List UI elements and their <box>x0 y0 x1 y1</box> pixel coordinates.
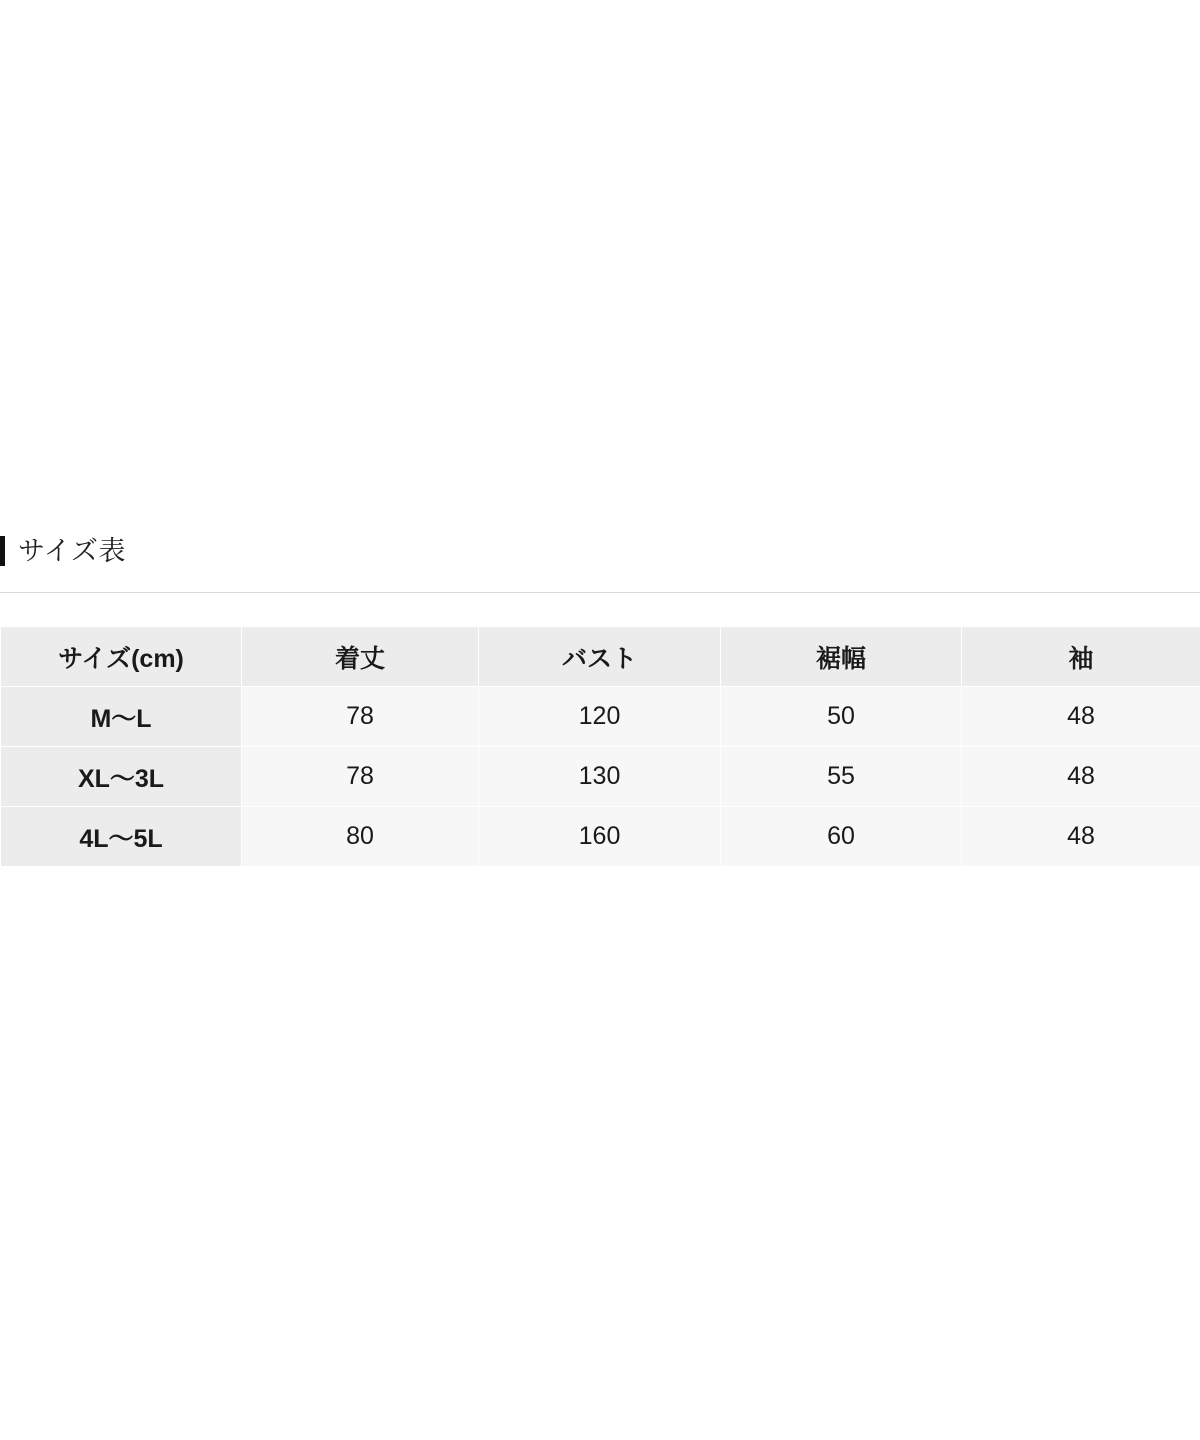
size-table <box>0 626 1200 867</box>
cell-sleeve: 48 <box>962 687 1200 747</box>
size-table-heading <box>0 528 1200 574</box>
column-header-length: 着丈 <box>242 627 479 687</box>
size-table-head <box>1 627 1200 687</box>
cell-length: 80 <box>242 807 479 867</box>
cell-length: 78 <box>242 747 479 807</box>
cell-sleeve: 48 <box>962 807 1200 867</box>
size-table-container <box>0 626 1200 867</box>
page-title: サイズ表 <box>18 535 126 566</box>
row-header-size: XL〜3L <box>1 747 242 807</box>
cell-bust: 160 <box>479 807 721 867</box>
cell-hem-width: 55 <box>721 747 962 807</box>
column-header-size: サイズ(cm) <box>1 627 242 687</box>
column-header-sleeve: 袖 <box>962 627 1200 687</box>
table-row <box>1 747 1200 807</box>
row-header-size: M〜L <box>1 687 242 747</box>
cell-bust: 130 <box>479 747 721 807</box>
table-row <box>1 687 1200 747</box>
cell-hem-width: 50 <box>721 687 962 747</box>
column-header-bust: バスト <box>479 627 721 687</box>
table-header-row <box>1 627 1200 687</box>
table-row <box>1 807 1200 867</box>
cell-sleeve: 48 <box>962 747 1200 807</box>
cell-length: 78 <box>242 687 479 747</box>
column-header-hem-width: 裾幅 <box>721 627 962 687</box>
cell-bust: 120 <box>479 687 721 747</box>
cell-hem-width: 60 <box>721 807 962 867</box>
row-header-size: 4L〜5L <box>1 807 242 867</box>
size-table-body <box>1 687 1200 867</box>
heading-divider <box>0 592 1200 593</box>
